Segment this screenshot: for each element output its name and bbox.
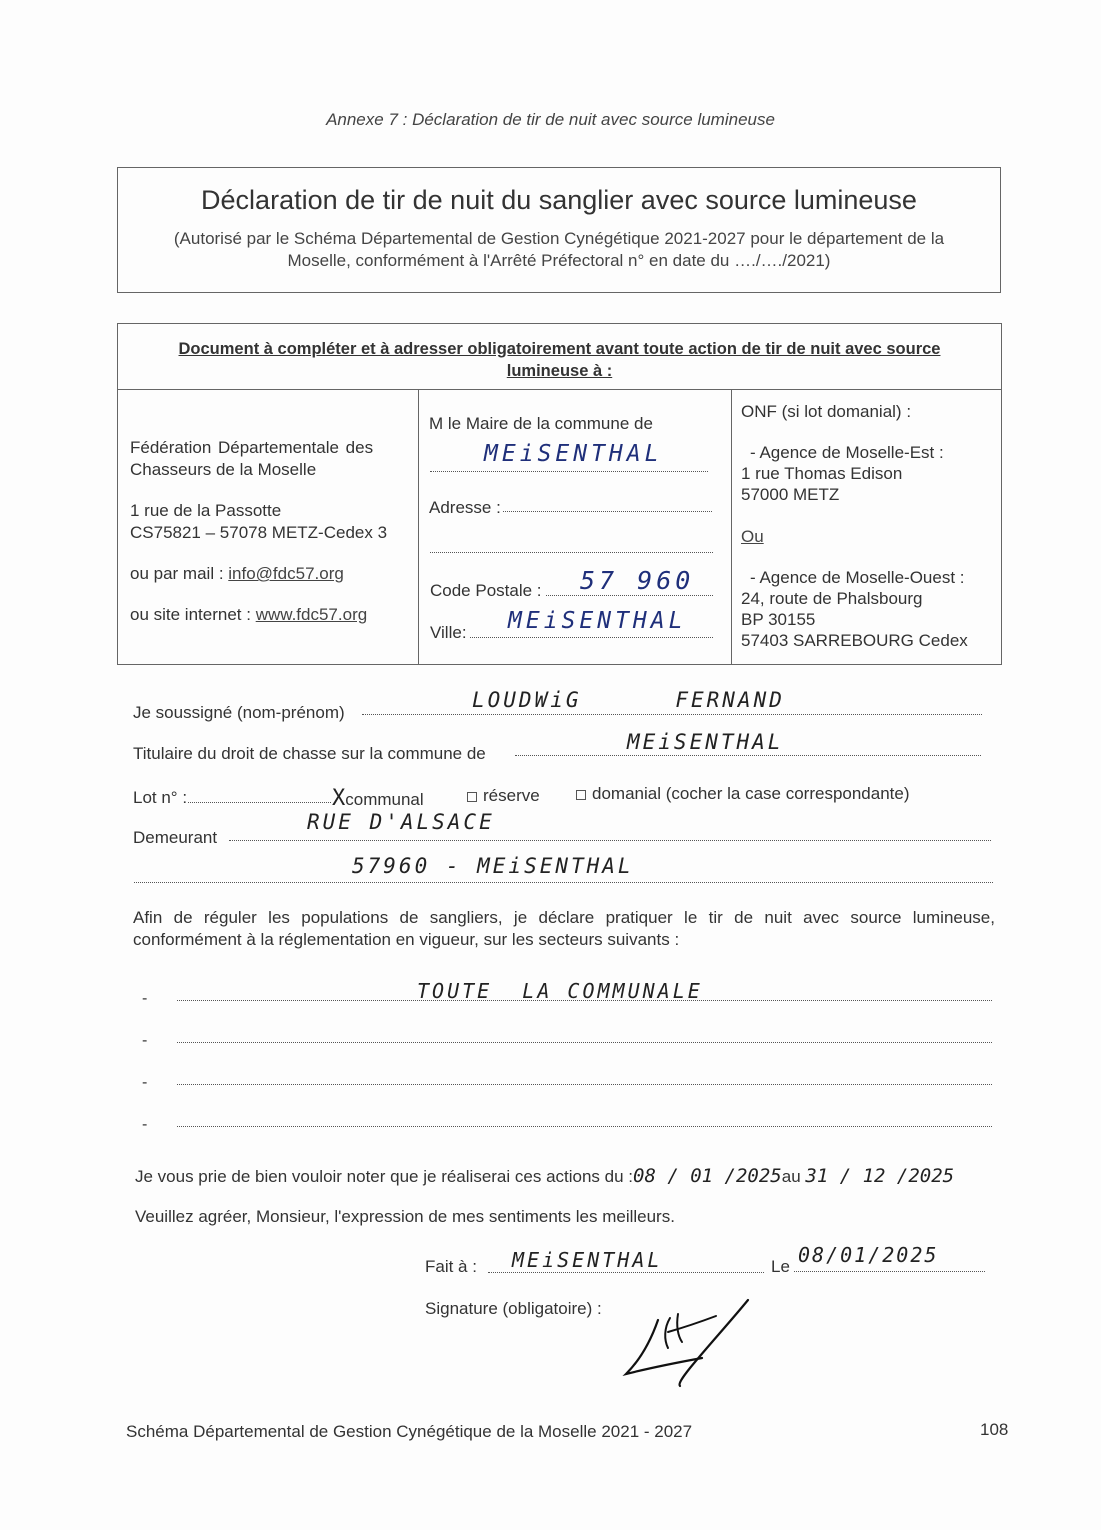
column-divider: [418, 390, 419, 664]
sector-item: [142, 1056, 994, 1098]
page-number: 108: [980, 1420, 1009, 1439]
site-label: ou site internet :: [130, 605, 256, 624]
closing-text: Veuillez agréer, Monsieur, l'expression de mes sentiments les meilleurs.: [135, 1207, 675, 1226]
onf-west-line-2: BP 30155: [741, 610, 816, 629]
mayor-label: M le Maire de la commune de: [429, 414, 653, 433]
date-label: Le: [771, 1257, 790, 1276]
mayor-address-field-2[interactable]: [430, 535, 713, 553]
done-at-field[interactable]: [488, 1250, 764, 1273]
federation-address-1: 1 rue de la Passotte: [130, 501, 282, 520]
lot-domanial-option[interactable]: [576, 784, 910, 804]
residence-label: Demeurant: [133, 828, 218, 847]
federation-name-1: Fédération Départementale des: [130, 438, 374, 457]
header-box: [117, 167, 1001, 293]
federation-address-2: CS75821 – 57078 METZ-Cedex 3: [130, 523, 388, 542]
date-value: 08/01/2025: [798, 1243, 939, 1267]
mail-link[interactable]: info@fdc57.org: [228, 564, 344, 583]
sector-item: [142, 1014, 994, 1056]
recipients-heading-line-1: Document à compléter et à adresser obligatoirement avant toute action de tir de nuit avec source: [178, 340, 941, 358]
onf-label: ONF (si lot domanial) :: [741, 402, 912, 421]
lot-communal-option[interactable]: [332, 786, 424, 811]
bullet: -: [142, 1032, 148, 1049]
column-divider: [731, 390, 732, 664]
residence-field-2[interactable]: [134, 856, 993, 883]
lot-number-field[interactable]: [188, 786, 331, 803]
check-mark-icon: X: [332, 786, 346, 811]
dates-line: [135, 1165, 954, 1187]
annex-title: Annexe 7 : Déclaration de tir de nuit avec source lumineuse: [326, 110, 775, 129]
holder-value: MEiSENTHAL: [627, 730, 784, 754]
site-link[interactable]: www.fdc57.org: [255, 605, 368, 624]
mayor-commune-field[interactable]: [430, 441, 708, 472]
done-at-label: Fait à :: [425, 1257, 477, 1276]
bullet: -: [142, 1074, 148, 1091]
sector-item: [142, 972, 994, 1014]
lot-domanial-label: domanial (cocher la case correspondante): [592, 784, 910, 803]
onf-west-name: - Agence de Moselle-Ouest :: [750, 568, 965, 587]
residence-value-1: RUE D'ALSACE: [307, 810, 495, 834]
federation-mail: [130, 563, 410, 585]
sector-field[interactable]: [177, 1106, 992, 1127]
lot-reserve-label: réserve: [483, 786, 540, 805]
mayor-city-field[interactable]: [470, 608, 713, 638]
residence-field-1[interactable]: [229, 810, 991, 841]
footer-text: Schéma Départemental de Gestion Cynégétique de la Moselle 2021 - 2027: [126, 1422, 693, 1441]
residence-value-2: 57960 - MEiSENTHAL: [352, 854, 634, 878]
sector-field[interactable]: [177, 1022, 992, 1043]
subtitle-line-2: Moselle, conformément à l'Arrêté Préfectoral n° en date du …./…./2021): [287, 251, 831, 270]
sector-value: TOUTE LA COMMUNALE: [417, 979, 703, 1003]
federation-block: [130, 437, 410, 626]
signature-label: Signature (obligatoire) :: [425, 1299, 602, 1318]
onf-east-line-1: 1 rue Thomas Edison: [741, 464, 903, 483]
onf-west-line-3: 57403 SARREBOURG Cedex: [741, 631, 968, 650]
sector-field[interactable]: [177, 980, 992, 1001]
holder-label: Titulaire du droit de chasse sur la commune de: [133, 744, 486, 763]
lot-reserve-option[interactable]: [467, 786, 540, 806]
onf-west-line-1: 24, route de Phalsbourg: [741, 589, 923, 608]
bullet: -: [142, 990, 148, 1007]
onf-east-name: - Agence de Moselle-Est :: [750, 443, 944, 462]
holder-field[interactable]: [515, 730, 981, 756]
sector-field[interactable]: [177, 1064, 992, 1085]
checkbox-icon[interactable]: [467, 792, 477, 802]
date-to-value[interactable]: 31 / 12 /2025: [805, 1165, 955, 1187]
name-value: LOUDWiG FERNAND: [472, 688, 785, 712]
lot-label: Lot n° :: [133, 788, 188, 807]
sectors-list: [142, 972, 994, 1140]
mayor-postal-value: 57 960: [580, 566, 695, 595]
onf-block: [741, 401, 996, 651]
dates-au-label: au: [781, 1167, 801, 1186]
sector-item: [142, 1098, 994, 1140]
mayor-city-value: MEiSENTHAL: [508, 608, 687, 634]
mayor-city-label: Ville:: [430, 623, 467, 642]
lot-communal-label: communal: [345, 790, 424, 809]
declaration-paragraph: Afin de réguler les populations de sangliers, je déclare pratiquer le tir de nuit avec source lumineuse, conformément à la réglementation en vigueur, sur les secteurs suivants :: [133, 908, 995, 949]
federation-site: [130, 604, 410, 626]
checkbox-icon[interactable]: [576, 790, 586, 800]
mayor-address-field[interactable]: [503, 494, 712, 512]
dates-label: Je vous prie de bien vouloir noter que je réaliserai ces actions du :: [135, 1167, 634, 1186]
onf-east-line-2: 57000 METZ: [741, 485, 840, 504]
subtitle-line-1: (Autorisé par le Schéma Départemental de Gestion Cynégétique 2021-2027 pour le département de la: [173, 229, 945, 248]
page-title: Déclaration de tir de nuit du sanglier avec source lumineuse: [201, 185, 917, 215]
date-field[interactable]: [794, 1245, 985, 1272]
recipients-heading: [118, 324, 1001, 390]
date-from-value[interactable]: 08 / 01 /2025: [633, 1165, 782, 1187]
bullet: -: [142, 1116, 148, 1133]
header-subtitle: [118, 228, 1000, 272]
done-at-value: MEiSENTHAL: [512, 1248, 663, 1272]
name-field[interactable]: [362, 690, 982, 715]
recipients-heading-line-2: lumineuse à :: [506, 362, 613, 380]
onf-or: Ou: [741, 527, 764, 546]
signature-image: [620, 1298, 760, 1390]
mayor-postal-field[interactable]: [546, 568, 713, 596]
mayor-commune-value: MEiSENTHAL: [484, 441, 663, 467]
mayor-postal-label: Code Postale :: [430, 581, 542, 600]
federation-name-2: Chasseurs de la Moselle: [130, 460, 317, 479]
mayor-address-label: Adresse :: [429, 498, 501, 517]
name-label: Je soussigné (nom-prénom): [133, 703, 345, 722]
mail-label: ou par mail :: [130, 564, 229, 583]
